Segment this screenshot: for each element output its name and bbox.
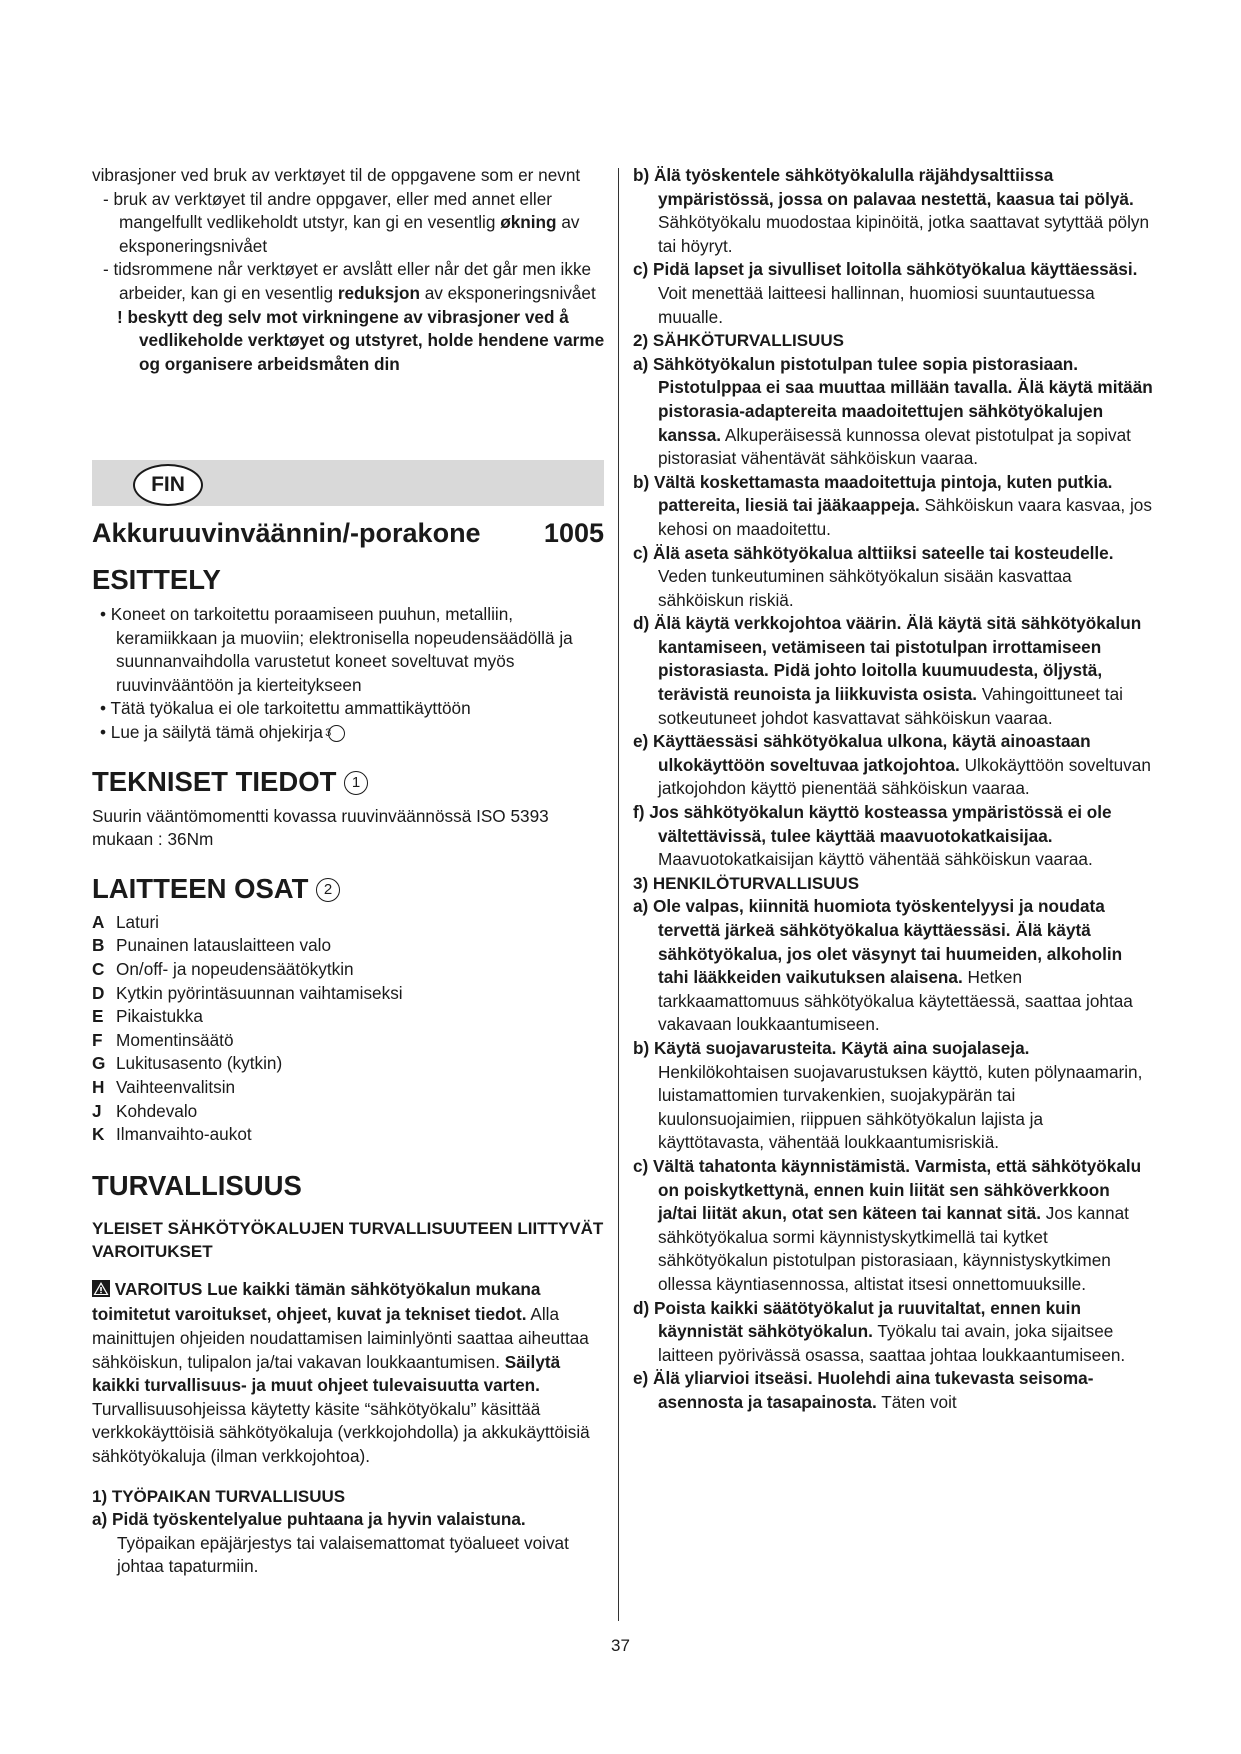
heading-henkilo: 3) HENKILÖTURVALLISUUS [633,873,860,893]
heading-yleiset: YLEISET SÄHKÖTYÖKALUJEN TURVALLISUUTEEN LIITTYVÄT VAROITUKSET [92,1218,604,1262]
part-row: G Lukitusasento (kytkin) [92,1053,283,1074]
left-column-top [92,164,612,376]
dash-item-1: - bruk av verktøyet til andre oppgaver, eller med annet eller mangelfullt vedlikeholdt utstyr, kan gi en vesentlig økning av eksponeringsnivået [103,188,580,256]
bullet-1: • Koneet on tarkoitettu poraamiseen puuhun, metalliin, keramiikkaan ja muoviin; elektronisella nopeudensäädöllä ja suunnanvaihdolla varustetut koneet soveltuvat myös ruuvinvääntöön ja kierteitykseen [100,604,573,695]
heading-osat: LAITTEEN OSAT 2 [92,872,612,906]
bullet-2: • Tätä työkalua ei ole tarkoitettu ammattikäyttöön [100,698,471,719]
heading-sahko: 2) SÄHKÖTURVALLISUUS [633,331,844,351]
item-3e: e) Älä yliarvioi itseäsi. Huolehdi aina tukevasta seisoma-asennosta ja tasapainosta. Täten voit [633,1368,1094,1412]
part-row: H Vaihteenvalitsin [92,1076,236,1097]
item-3c: c) Vältä tahatonta käynnistämistä. Varmista, että sähkötyökalu on poiskytkettynä, ennen kuin liität sen sähköverkkoon ja/tai liität akun, otat sen käteen tai kannat sitä. Jos kannat sähkötyökalua sormi käynnistyskytkimellä tai kytket sähkötyökalun pistotulpan pistorasiaan, käynnistyskytkimen ollessa käyntiasennossa, altistat itsesi onnettomuuksille. [633,1155,1142,1294]
language-badge: FIN [133,464,203,506]
item-2b: b) Vältä koskettamasta maadoitettuja pintoja, kuten putkia. pattereita, liesiä tai jääkaappeja. Sähköiskun vaara kasvaa, jos kehosi on maadoitettu. [633,471,1152,539]
parts-list [92,911,612,1147]
right-column [633,164,1153,1414]
item-3a: a) Ole valpas, kiinnitä huomiota työskentelyysi ja noudata tervettä järkeä sähkötyökalua käyttäessäsi. Älä käytä sähkötyökalua, jos olet väsynyt tai huumeiden, alkoholin tahi lääkkeiden vaikutuksen alaisena. Hetken tarkkaamattomuus sähkötyökalua käytettäessä, saattaa johtaa vakavaan loukkaantumiseen. [633,896,1133,1035]
warning-paragraph: VAROITUS Lue kaikki tämän sähkötyökalun mukana toimitetut varoitukset, ohjeet, kuvat ja tekniset tiedot. Alla mainittujen ohjeiden noudattamisen laiminlyönti saattaa aiheuttaa sähköiskun, tulipalon ja/tai vakavan loukkaantumisen. Säilytä kaikki turvallisuus- ja muut ohjeet tulevaisuutta varten. Turvallisuusohjeissa käytetty käsite “sähkötyökalu” käsittää verkkokäyttöisiä sähkötyökaluja (verkkojohdolla) ja akkukäyttöisiä sähkötyökaluja (ilman verkkojohtoa). [92,1278,590,1467]
bullet-3: • Lue ja säilytä tämä ohjekirja 3 [92,721,612,745]
product-code: 1005 [543,518,604,548]
dash-item-2: - tidsrommene når verktøyet er avslått eller når det går men ikke arbeider, kan gi en vesentlig reduksjon av eksponeringsnivået [103,259,596,303]
part-row: E Pikaistukka [92,1006,203,1027]
item-3b: b) Käytä suojavarusteita. Käytä aina suojalaseja. Henkilökohtaisen suojavarustuksen käyttö, kuten pölynaamarin, luistamattomien turvakenkien, suojakypärän tai kuulonsuojaimien, riippuen sähkötyökalun lajista ja käyttötavasta, vähentää loukkaantumisriskiä. [633,1037,1143,1153]
part-row: D Kytkin pyörintäsuunnan vaihtamiseksi [92,982,403,1003]
item-1b: b) Älä työskentele sähkötyökalulla räjähdysalttiissa ympäristössä, jossa on palavaa nestettä, kaasua tai pölyä. Sähkötyökalu muodostaa kipinöitä, jotka saattavat sytyttää pölyn tai höyryt. [633,165,1150,256]
part-row: F Momentinsäätö [92,1029,234,1050]
intro-line: vibrasjoner ved bruk av verktøyet til de oppgavene som er nevnt [92,165,581,185]
column-divider [618,168,619,1621]
warning-icon [92,1280,110,1304]
left-column-body [92,563,612,1579]
part-row: J Kohdevalo [92,1100,198,1121]
item-2a: a) Sähkötyökalun pistotulpan tulee sopia pistorasiaan. Pistotulppaa ei saa muuttaa millään tavalla. Älä käytä mitään pistorasia-adaptereita maadoitettujen sähkötyökalujen kanssa. Alkuperäisessä kunnossa olevat pistotulpat ja sopivat pistorasiat vähentävät sähköiskun vaaraa. [633,353,1153,469]
vibration-protection-note: ! beskytt deg selv mot virkningene av vibrasjoner ved å vedlikeholde verktøyet og utstyret, holde hendene varme og organisere arbeidsmåten din [117,306,605,374]
product-title: Akkuruuvinväännin/-porakone 1005 [92,518,604,548]
torque-spec: Suurin vääntömomentti kovassa ruuvinväännössä ISO 5393 mukaan : 36Nm [92,805,549,850]
heading-esittely: ESITTELY [92,564,221,595]
item-3d: d) Poista kaikki säätötyökalut ja ruuvitaltat, ennen kuin käynnistät sähkötyökalun. Työkalu tai avain, joka sijaitsee laitteen pyörivässä osassa, saattaa johtaa loukkaantumiseen. [633,1297,1126,1365]
heading-tyopaikka: 1) TYÖPAIKAN TURVALLISUUS [92,1486,346,1506]
part-row: B Punainen latauslaitteen valo [92,935,332,956]
page-number: 37 [611,1636,630,1655]
heading-tekniset: TEKNISET TIEDOT 1 [92,765,612,799]
part-row: K Ilmanvaihto-aukot [92,1124,252,1145]
item-2f: f) Jos sähkötyökalun käyttö kosteassa ympäristössä ei ole vältettävissä, tulee käyttää maavuotokatkaisijaa. Maavuotokatkaisijan käyttö vähentää sähköiskun vaaraa. [633,802,1112,870]
figure-ref-3: 3 [328,725,345,742]
part-row: A Laturi [92,911,159,932]
item-2d: d) Älä käytä verkkojohtoa väärin. Älä käytä sitä sähkötyökalun kantamiseen, vetämiseen tai pistotulpan irrottamiseen pistorasiasta. Pidä johto loitolla kuumuudesta, öljystä, terävistä reunoista ja liikkuvista osista. Vahingoittuneet tai sotkeutuneet johdot kasvattavat sähköiskun vaaraa. [633,613,1142,728]
item-2e: e) Käyttäessäsi sähkötyökalua ulkona, käytä ainoastaan ulkokäyttöön soveltuvaa jatkojohtoa. Ulkokäyttöön soveltuvan jatkojohdon käyttö pienentää sähköiskun vaaraa. [633,731,1151,799]
heading-turvallisuus: TURVALLISUUS [92,1169,302,1201]
item-2c: c) Älä aseta sähkötyökalua alttiiksi sateelle tai kosteudelle. Veden tunkeutuminen sähkötyökalun sisään kasvattaa sähköiskun riskiä. [633,542,1114,610]
figure-ref-2: 2 [316,878,340,902]
item-1a: a) Pidä työskentelyalue puhtaana ja hyvin valaistuna. Työpaikan epäjärjestys tai valaisemattomat työalueet voivat johtaa tapaturmiin. [92,1509,569,1577]
item-1c: c) Pidä lapset ja sivulliset loitolla sähkötyökalua käyttäessäsi. Voit menettää laitteesi hallinnan, huomiosi suuntautuessa muualle. [633,259,1138,327]
figure-ref-1: 1 [344,771,368,795]
part-row: C On/off- ja nopeudensäätökytkin [92,958,354,979]
